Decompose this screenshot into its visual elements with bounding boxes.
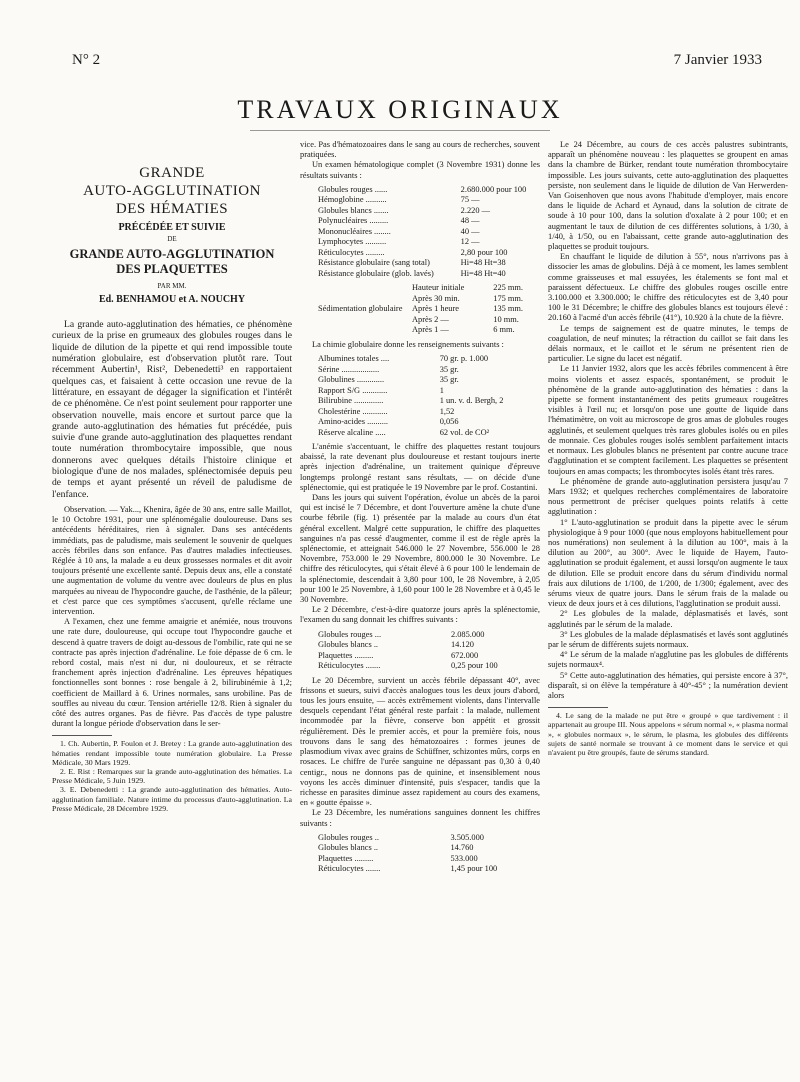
table-cell: Globulines ............. <box>318 375 385 385</box>
article-title-line: DES HÉMATIES <box>115 201 229 217</box>
paragraph: Le 24 Décembre, au cours de ces accès palustres subintrants, apparaît un phénomène nouveau : les plaquettes se groupent en amas dans la chambre de Bürker, rendant toute numération thrombocytaire impossible. Les jours suivants, cette auto-agglutination des plaquettes persiste, non seulement dans le liquide de dilution de Van Herwerden-Van Goisenhoven que nous avons l'habitude d'employer, mais encore dans le liquide de Achard et Aynaud, dans la solution de citrate de soude à 10 pour 100, dans la solution d'oxalate à 2 pour 100; et en augmentant le taux de dilution de ces différentes solutions, à 1/30, à 1/40, à 1/50, ou en l'abaissant, cette grande auto-agglutination des plaquettes se produit toujours. <box>548 140 788 252</box>
table-cell: 533.000 <box>450 853 478 863</box>
table-cell: Albumines totales .... <box>318 354 390 364</box>
table-cell: 225 mm. <box>493 283 524 293</box>
table-cell: 14.120 <box>450 640 474 650</box>
paragraph: 4° Le sérum de la malade n'agglutine pas les globules de différents sujets normaux⁴. <box>548 650 788 670</box>
table-cell: Globules blancs .. <box>318 640 379 650</box>
dec2-table <box>300 630 540 672</box>
table-row <box>300 396 540 407</box>
paragraph: L'anémie s'accentuant, le chiffre des plaquettes restant toujours abaissé, la rate devenant plus douloureuse et restant toujours inerte après injection d'adrénaline, un traitement quinique d'épreuve longtemps prolongé restant sans résultats, — on décide d'une splénectomie, qui est pratiquée le 19 Novembre par le prof. Costantini. <box>300 442 540 492</box>
table-cell: Lymphocytes .......... <box>318 237 387 247</box>
table-cell: 48 — <box>460 216 480 226</box>
table-cell: 12 — <box>460 237 480 247</box>
table-cell: Réticulocytes ......... <box>318 247 385 257</box>
table-cell: 1,45 pour 100 <box>450 864 498 874</box>
sedimentation-label: Sédimentation globulaire <box>318 304 403 314</box>
table-row <box>300 630 540 641</box>
table-cell: Après 2 — <box>412 314 449 324</box>
table-cell: 35 gr. <box>439 364 459 374</box>
paragraph: vice. Pas d'hématozoaires dans le sang au cours de recherches, souvent pratiquées. <box>300 140 540 160</box>
table-cell: Globules rouges ...... <box>318 184 388 194</box>
table-cell: 35 gr. <box>439 375 459 385</box>
paragraph: Dans les jours qui suivent l'opération, évolue un abcès de la paroi qui est incisé le 7 Décembre, et dont l'ouverture amène la chute d'une courbe fébrile (fig. 1) présentée par la malade au cours d'un état général excellent. Malgré cette suppuration, le chiffre des plaquettes sanguines n'a pas cessé d'augmenter, comme il est de règle après la splénectomie, et atteignait 546.000 le 27 Novembre, 556.000 le 28 Novembre, 753.000 le 29 Novembre, 800.000 le 30 Novembre. Le chiffre des réticulocytes, qui s'était élevé à 6 pour 100 le lendemain de la splénectomie, descendait à 3,80 pour 100, le 28 Novembre, à 2,05 pour 100 le 25 Novembre, à 1,60 pour 100 le 28 Novembre et à 0,45 le 30 Novembre. <box>300 493 540 605</box>
footnote-rule <box>548 707 608 708</box>
paragraph: 2° Les globules de la malade, déplasmatisés et lavés, sont agglutinés par le sérum de la malade. <box>548 609 788 629</box>
table-cell: 175 mm. <box>493 293 524 303</box>
table-row <box>300 185 540 196</box>
chemistry-table <box>300 354 540 438</box>
table-row <box>300 258 540 269</box>
table-cell: 10 mm. <box>493 314 519 324</box>
table-cell: Globules blancs .. <box>318 843 379 853</box>
table-cell: 135 mm. <box>493 304 524 314</box>
table-row <box>300 195 540 206</box>
article-title-line: DES PLAQUETTES <box>116 261 228 276</box>
table-cell: Plaquettes ......... <box>318 853 374 863</box>
paragraph: A l'examen, chez une femme amaigrie et anémiée, nous trouvons une rate dure, douloureuse, qui occupe tout l'hypocondre gauche et descend à quatre travers de doigt au-dessous de l'ombilic, rate qui ne se contracte pas après injection d'adrénaline. Le foie dépasse de 6 cm. le rebord costal, mais n'est ni dur, ni douloureux, et se rétracte franchement après injection d'adrénaline. Les épreuves hépatiques fonctionnelles sont bonnes : rose bengale à 2, bilirubinémie à 1,2; coefficient de Maillard à 6. Urines normales, sans urobiline. Pas de souffles au niveau du cœur. Tension artérielle 12/8. Rien à signaler du côté des autres organes. Pas de fièvre. Pas d'accès de type palustre durant la longue période d'observation dans le ser- <box>52 617 292 729</box>
table-cell: Après 30 min. <box>412 293 460 303</box>
section-title: TRAVAUX ORIGINAUX <box>237 95 563 124</box>
table-cell: 1 <box>439 385 444 395</box>
article-connector: DE <box>167 235 177 244</box>
table-cell: Cholestérine ............ <box>318 406 388 416</box>
table-cell: Hi=48 Ht=40 <box>460 268 506 278</box>
table-cell: Après 1 heure <box>412 304 459 314</box>
column-3 <box>548 140 788 757</box>
table-row <box>300 269 540 280</box>
running-header <box>72 52 762 69</box>
table-cell: 3.505.000 <box>450 832 484 842</box>
table-cell: 2,80 pour 100 <box>460 247 508 257</box>
table-cell: Plaquettes ......... <box>318 650 374 660</box>
table-row <box>300 833 540 844</box>
table-cell: Globules rouges .. <box>318 832 379 842</box>
footnote: 1. Ch. Aubertin, P. Foulon et J. Bretey : La grande auto-agglutination des hématies rendant impossible toute numération globulaire. La Presse Médicale, 30 Mars 1929. <box>52 739 292 767</box>
issue-date: 7 Janvier 1933 <box>673 52 762 68</box>
table-row <box>300 206 540 217</box>
table-cell: Globules blancs ....... <box>318 205 389 215</box>
column-1 <box>52 140 292 813</box>
table-cell: 75 — <box>460 195 480 205</box>
table-row <box>300 640 540 651</box>
table-cell: 2.220 — <box>460 205 490 215</box>
table-cell: 2.085.000 <box>450 629 485 639</box>
blood-table <box>300 185 540 280</box>
column-2 <box>300 140 540 879</box>
table-cell: Rapport S/G ............ <box>318 385 388 395</box>
table-cell: 1 un. v. d. Bergh, 2 <box>439 396 504 406</box>
table-row <box>300 237 540 248</box>
table-row <box>300 227 540 238</box>
table-cell: 1,52 <box>439 406 455 416</box>
table-cell: Sérine .................. <box>318 364 380 374</box>
table-row <box>300 428 540 439</box>
article-heading <box>52 164 292 305</box>
article-authors: Ed. BENHAMOU et A. NOUCHY <box>98 293 246 305</box>
paragraph: Le 2 Décembre, c'est-à-dire quatorze jours après la splénectomie, l'examen du sang donnait les chiffres suivants : <box>300 605 540 625</box>
table-cell: Résistance globulaire (sang total) <box>318 258 430 268</box>
table-cell: 0,056 <box>439 417 459 427</box>
dec23-table <box>300 833 540 875</box>
footnote: 3. E. Debenedetti : La grande auto-agglutination des hématies. Auto-agglutination familiale. Nature intime du processus d'auto-agglutination. La Presse Médicale, 28 Décembre 1929. <box>52 785 292 813</box>
table-cell: 62 vol. de CO² <box>439 427 490 437</box>
article-title-line: GRANDE <box>139 165 205 181</box>
title-rule <box>250 130 550 131</box>
table-cell: Globules rouges ... <box>318 629 382 639</box>
table-cell: Hémoglobine .......... <box>318 195 387 205</box>
table-cell: 70 gr. p. 1.000 <box>439 354 489 364</box>
paragraph: 5° Cette auto-agglutination des hématies, qui persiste encore à 37°, disparaît, si on élève la température à 40°-45° ; la numération devient alors <box>548 670 788 700</box>
table-row <box>300 283 540 294</box>
table-cell: 40 — <box>460 226 480 236</box>
article-title-line: AUTO-AGGLUTINATION <box>83 183 261 199</box>
table-row <box>300 354 540 365</box>
article-title-line: GRANDE AUTO-AGGLUTINATION <box>69 246 275 261</box>
table-row <box>300 651 540 662</box>
table-row <box>300 386 540 397</box>
table-cell: Mononucléaires ........ <box>318 226 391 236</box>
table-row <box>300 843 540 854</box>
table-row <box>300 864 540 875</box>
paragraph: 3° Les globules de la malade déplasmatisés et lavés sont agglutinés par le sérum de différents sujets normaux. <box>548 629 788 649</box>
table-cell: Réserve alcaline ..... <box>318 427 386 437</box>
paragraph: Le phénomène de grande auto-agglutination persistera jusqu'au 7 Mars 1932; et quelques recherches complémentaires de laboratoire nous permettront de préciser quelques points relatifs à cette agglutination : <box>548 476 788 517</box>
paragraph: Le 20 Décembre, survient un accès fébrile dépassant 40°, avec frissons et sueurs, suivi d'accès analogues tous les deux jours d'abord, tous les jours ensuite, — accès extrêmement violents, dans l'intervalle desquels cependant l'état général reste parfait : la malade, nullement incommodée par la fièvre, conserve bon appétit et grossit régulièrement. Dès le premier accès, et pour la première fois, nous trouvons dans le sang des hématozoaires : formes jeunes de plasmodium vivax avec grains de Schüffner, schizontes mûrs, corps en rosaces. Le chiffre de l'urée sanguine ne dépassant pas 0,30 à 0,40 centigr., nous ne donnons pas de quinine, et insensiblement nous voyons les accès diminuer d'intensité, puis s'espacer, tandis que la richesse en parasites diminue assez rapidement au cours des examens, en « goutte épaisse ». <box>300 675 540 808</box>
paragraph: La grande auto-agglutination des hématies, ce phénomène curieux de la prise en grumeaux des globules rouges dans le liquide de dilution de la pipette et qui rend impossible toute numération globulaire, est d'observation plutôt rare. Tout récemment Aubertin¹, Rist², Debenedetti³ en rapportaient quelques cas, et faisaient à cette occasion une revue de la littérature, en essayant de dégager la signification et l'intérêt de ce phénomène. Ce n'est point seulement pour rapporter une observation nouvelle, mais encore et surtout parce que la grande auto-agglutination des hématies fut précédée, puis suivie d'une grande auto-agglutination des plaquettes rendant toute numération thrombocytaire impossible, que nous donnerons avec quelques détails l'histoire clinique et biologique d'une de nos malades, splénectomisée depuis peu de temps et ayant présenté un réveil de paludisme de l'enfance. <box>52 319 292 500</box>
table-cell: Amino-acides .......... <box>318 417 389 427</box>
paragraph: Le 11 Janvier 1932, alors que les accès fébriles commencent à être moins violents et assez espacés, spontanément, se produit le phénomène de la grande auto-agglutination des hématies : dans la pipette se forment instantanément des petits grumeaux rougeâtres visibles à l'œil nu; et lorsqu'on pose une goutte de liquide dans l'hématimètre, on voit au microscope de gros amas de globules rouges agglutinés, et seulement quelques très rares globules isolés ou en piles de monnaie. Ces globules rouges isolés semblent parfaitement intacts et normaux. Les globules blancs ne présentent par contre aucune trace d'agglutination et se comptent facilement. Les plaquettes se présentent toujours en amas compacts; les thrombocytes isolés étant très rares. <box>548 364 788 476</box>
paragraph: 1° L'auto-agglutination se produit dans la pipette avec le sérum physiologique à 9 pour 1000 (que nous employons habituellement pour nos numérations) non seulement à la dilution au 100°, mais à la dilution au 200°, au 300°. Avec le liquide de Hayem, l'auto-agglutination se produit également, et aussi lorsqu'on augmente le taux de dilution. Elle se produit encore dans du sérum d'individu normal frais aux dilutions de 1/100, de 1/200, de 1/300; également, avec des sérums vieux de quatre jours. Dans le sérum frais de la malade ou vieux de deux jours et à ces dilutions, l'agglutination se produit aussi. <box>548 517 788 609</box>
table-cell: 672.000 <box>450 650 479 660</box>
table-cell: Après 1 — <box>412 325 449 335</box>
table-cell: Réticulocytes ....... <box>318 661 381 671</box>
table-row <box>300 375 540 386</box>
table-cell: 0,25 pour 100 <box>450 661 498 671</box>
table-cell: Polynucléaires ......... <box>318 216 389 226</box>
table-row <box>300 417 540 428</box>
table-row <box>300 365 540 376</box>
footnote-rule <box>52 735 112 736</box>
table-row <box>300 248 540 259</box>
observation-paragraph: Observation. — Yak..., Khenira, âgée de 30 ans, entre salle Maillot, le 10 Octobre 1931, pour une splénomégalie douloureuse. Dans ses antécédents héréditaires, rien à signaler. Dans ses antécédents immédiats, pas de paludisme, mais seulement le souvenir de quelques accès fébriles dans son enfance. Pas d'autres maladies infectieuses. Réglée à 10 ans, la malade a eu deux grossesses normales et dit avoir toujours présenté une excellente santé. Depuis deux ans, elle a constaté une augmentation de volume du ventre avec douleurs de plus en plus marquées au niveau de l'hypocondre gauche, de l'asthénie, de la pâleur; et c'est parce que ces symptômes s'accusent, qu'elle réclame une intervention. <box>52 504 292 616</box>
table-row <box>300 854 540 865</box>
byline-prefix: PAR MM. <box>157 281 187 290</box>
table-cell: 6 mm. <box>493 325 515 335</box>
table-cell: 2.680.000 pour 100 <box>460 184 527 194</box>
table-row <box>300 216 540 227</box>
paragraph: En chauffant le liquide de dilution à 55°, nous n'arrivons pas à dissocier les amas de globulins. Déjà à ce moment, les lames semblent comme graisseuses et mal essuyées, les étalements se font mal et paraissent défectueux. Le chiffre des globules rouges oscille entre 3.100.000 et 3.300.000; le chiffre des réticulocytes est de 3,40 pour 100 le 31 Décembre; le chiffre des globules blancs est toujours élevé : 20.160 à l'acmé d'un accès fébrile (41°), 10.920 à la chute de la fièvre. <box>548 252 788 323</box>
table-cell: 14.760 <box>450 843 474 853</box>
table-cell: Hi=48 Ht=38 <box>460 258 506 268</box>
paragraph: Le 23 Décembre, les numérations sanguines donnent les chiffres suivants : <box>300 808 540 828</box>
sedimentation-table <box>300 283 540 336</box>
table-cell: Résistance globulaire (glob. lavés) <box>318 268 434 278</box>
table-cell: Hauteur initiale <box>412 283 465 293</box>
table-cell: Bilirubine .............. <box>318 396 384 406</box>
issue-number: N° 2 <box>72 52 101 68</box>
footnote: 2. E. Rist : Remarques sur la grande auto-agglutination des hématies. La Presse Médicale, 5 Juin 1929. <box>52 767 292 786</box>
paragraph: La chimie globulaire donne les renseignements suivants : <box>312 339 504 349</box>
table-row <box>300 407 540 418</box>
table-cell: Réticulocytes ....... <box>318 864 381 874</box>
table-row <box>300 661 540 672</box>
paragraph: Un examen hématologique complet (3 Novembre 1931) donne les résultats suivants : <box>300 160 540 180</box>
article-subtitle: PRÉCÉDÉE ET SUIVIE <box>118 222 226 233</box>
footnote: 4. Le sang de la malade ne put être « groupé » que tardivement : il appartenait au groupe III. Nous appelons « sérum normal », « plasma normal », « globules normaux », le sérum, le plasma, les globules des différents sujets de santé normale se trouvant à ce moment dans le service et qui n'avaient pu être groupés, faute de sérums standard. <box>548 711 788 757</box>
paragraph: Le temps de saignement est de quatre minutes, le temps de coagulation, de neuf minutes; la rétraction du caillot se fait dans les délais normaux, et le caillot et le sérum ne présentent rien de particulier. Le signe du lacet est négatif. <box>548 323 788 364</box>
